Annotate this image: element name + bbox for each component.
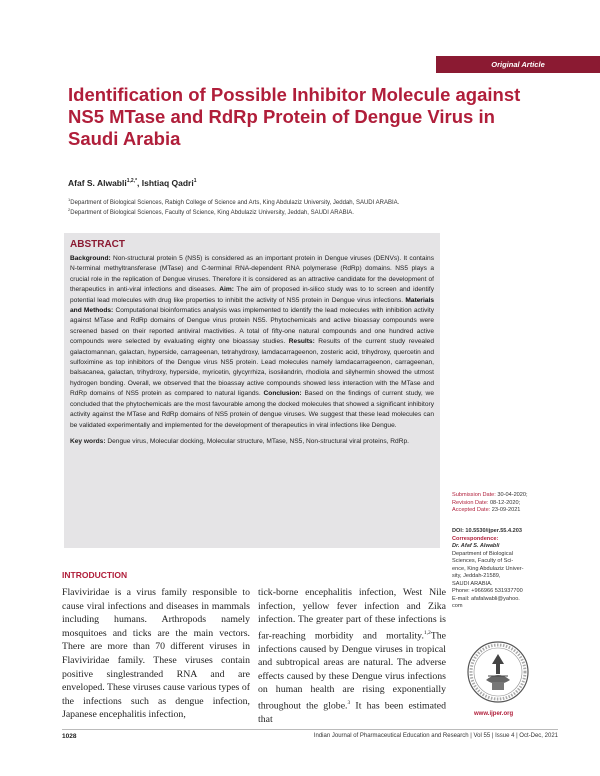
submission-value: 30-04-2020; bbox=[495, 492, 528, 498]
abstract-heading: ABSTRACT bbox=[70, 239, 125, 250]
accepted-label: Accepted Date: bbox=[452, 507, 491, 513]
methods-label: Materials and Methods: bbox=[70, 296, 434, 315]
submission-date bbox=[452, 492, 557, 500]
correspondence-line: SAUDI ARABIA. bbox=[452, 580, 493, 587]
intro-text: tick-borne encephalitis infection, West Nile infection, yellow fever infection and Zika infection. The greater part of these infections is far-reaching morbidity and mortality. bbox=[258, 587, 446, 642]
background-text: Non-structural protein 5 (NS5) is considered as an important protein in Dengue viruses (DENVs). It contains N-terminal methyltransferase (MTase) and C-terminal RNA-dependent RNA polymerase (RdRp) domains. NS5 plays a crucial role in the replication of Dengue viruses. Therefore it is considered as an attractive candidate for the development of therapeutics in anti-viral infections and diseases. bbox=[70, 255, 434, 294]
revision-date bbox=[452, 500, 557, 508]
citation: 1,2 bbox=[423, 629, 431, 636]
background-label: Background: bbox=[70, 255, 111, 262]
affiliation-number: 2 bbox=[68, 207, 71, 212]
conclusion-text: Based on the findings of current study, we concluded that the phytochemicals are the most favourable among the docked molecules that showed a significant inhibitory activity against the MTase and RdRp domains of NS5 protein of dengue viruses. We suggest that these lead molecules can be validated experimentally and implemented for the development of therapeutics in viral infections like Dengue. bbox=[70, 390, 434, 429]
submission-label: Submission Date: bbox=[452, 492, 496, 498]
affiliation-text: Department of Biological Sciences, Rabigh College of Science and Arts, King Abdulaziz University, Jeddah, SAUDI ARABIA. bbox=[70, 200, 400, 206]
aim-text: The aim of proposed in-silico study was to to screen and identify potential lead molecules with drug like properties to inhibit the activity of NS5 protein in Dengue virus infections. bbox=[70, 286, 435, 304]
doi[interactable]: DOI: 10.5530/ijper.55.4.203 bbox=[452, 528, 522, 534]
conclusion-label: Conclusion: bbox=[263, 390, 302, 398]
revision-value: 08-12-2020; bbox=[488, 499, 521, 506]
correspondence-line: ence, King Abdulaziz Univer- bbox=[452, 565, 524, 572]
article-type-badge: Original Article bbox=[436, 56, 600, 73]
author-line bbox=[68, 178, 197, 188]
author-separator: , bbox=[137, 178, 142, 188]
journal-logo-icon bbox=[466, 640, 530, 704]
methods-text: Computational bioinformatics analysis was implemented to identify the lead molecules with inhibition activity against MTase and RdRp domains of Dengue virus protein NS5. Phytochemicals and active bioassay compounds were screened based on their reported antiviral mactivities. A total of fifty-one natural compounds and one hundred active compounds were selected by evaluating eighty one bioassay studies. bbox=[70, 307, 435, 346]
affiliation-text: Department of Biological Sciences, Faculty of Science, King Abdulaziz University, Jeddah, SAUDI ARABIA. bbox=[70, 210, 354, 216]
correspondence-line: Department of Biological bbox=[452, 550, 513, 557]
accepted-date bbox=[452, 507, 557, 515]
correspondence-block bbox=[452, 528, 557, 611]
accepted-value: 23-09-2021 bbox=[490, 507, 521, 513]
correspondence-phone: Phone: +966966 531937700 bbox=[452, 588, 523, 594]
page-number: 1028 bbox=[62, 733, 77, 740]
revision-label: Revision Date: bbox=[452, 499, 489, 506]
abstract-box bbox=[64, 233, 440, 548]
intro-text: It has been estimated that bbox=[258, 700, 446, 725]
results-text: Results of the current study revealed galactomannan, galactan, hyperside, carrageenan, tetrahydroxy, lamdacarrageenon, zosteric acid, trihydroxy, quercetin and sulfoximine as top inhibitors of the Dengue virus NS5 protein. Lead molecules namely lamdacarrageenon, carrageenan, balsacanea, galactan, trihydroxy, hyperside, myricetin, glycyrrhiza, isosilandrin, rhodiola and silyhermin showed the utmost hydrogen bonding. Overall, we observed that the bioassay active compounds showed less interaction with the MTase and RdRp domains of NS5 protein as compared to natural ligands. bbox=[70, 338, 434, 398]
introduction-heading: INTRODUCTION bbox=[62, 570, 128, 580]
author-name: Ishtiaq Qadri bbox=[141, 178, 194, 188]
correspondent-name: Dr. Afaf S. Alwabli bbox=[452, 543, 500, 549]
affiliation-number: 1 bbox=[68, 197, 71, 202]
correspondence-email[interactable]: E-mail: afafalwabli@yahoo. bbox=[452, 595, 520, 602]
aim-label: Aim: bbox=[219, 286, 234, 294]
citation: 3 bbox=[347, 700, 351, 707]
keywords-text: Dengue virus, Molecular docking, Molecular structure, MTase, NS5, Non-structural viral proteins, RdRp. bbox=[105, 437, 409, 445]
author-name: Afaf S. Alwabli bbox=[68, 178, 127, 188]
article-dates bbox=[452, 492, 557, 515]
keywords-label: Key words: bbox=[70, 437, 106, 445]
abstract-body bbox=[70, 254, 434, 431]
correspondence-label: Correspondence: bbox=[452, 535, 499, 542]
intro-text: The infections caused by Dengue viruses in tropical and subtropical areas are natural. The adverse effects caused by these Dengue virus infections on human health are rising exponentially throughout the globe. bbox=[258, 630, 446, 712]
affiliation bbox=[68, 197, 399, 206]
journal-citation: Indian Journal of Pharmaceutical Education and Research | Vol 55 | Issue 4 | Oct-Dec, 2021 bbox=[313, 733, 558, 739]
footer-divider bbox=[62, 729, 558, 730]
author-affil-mark: 1,2,* bbox=[126, 178, 138, 185]
correspondence-line: sity, Jeddah-21589, bbox=[452, 573, 501, 579]
results-label: Results: bbox=[288, 338, 315, 346]
intro-column-2 bbox=[258, 586, 446, 726]
journal-website[interactable]: www.ijper.org bbox=[474, 711, 514, 717]
affiliation bbox=[68, 207, 354, 216]
article-title: Identification of Possible Inhibitor Molecule against NS5 MTase and RdRp Protein of Dengue Virus in Saudi Arabia bbox=[68, 84, 521, 149]
correspondence-line: Sciences, Faculty of Sci- bbox=[452, 558, 514, 564]
keywords bbox=[70, 437, 434, 447]
intro-column-1: Flaviviridae is a virus family responsible to cause viral infections and diseases in mammals including humans. Arthropods namely mosquitoes and ticks are the main vectors. There are more than 70 different viruses in Flaviviridae family. These viruses contain positive singlestranded RNA and are enveloped. These viruses cause various types of the infections such as dengue infection, Japanese encephalitis infection, bbox=[62, 587, 250, 721]
correspondence-email-cont[interactable]: com bbox=[452, 603, 463, 609]
author-affil-mark: 1 bbox=[193, 178, 197, 185]
